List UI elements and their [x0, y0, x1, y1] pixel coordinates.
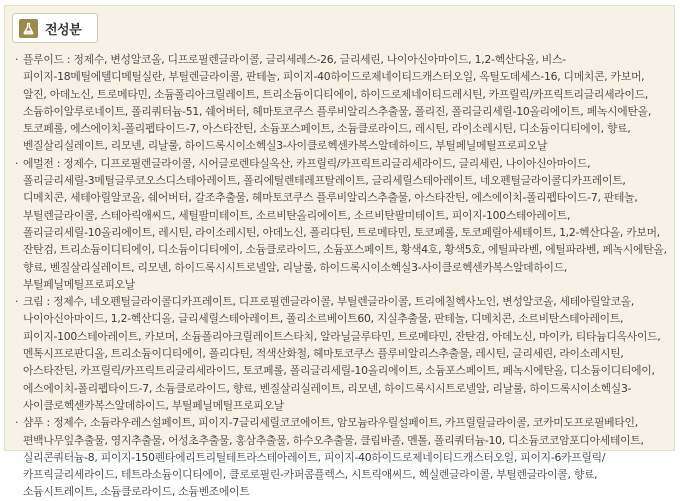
- product-name: 크림: [23, 295, 44, 309]
- product-name: 에멀전: [23, 156, 54, 170]
- ingredient-text: : 정제수, 디프로필렌글라이콜, 시어글로렌타실옥산, 카프릴릭/카프릭트리글리세라이드, 글리세린, 나이아신아마이드, 폴리글리세릴-3메틸글루코오스디스테아레이트, 폴리에틸렌테레프탈레이트, 글리세릴스테아레이트, 네오펜틸글라이콜디카프레이트, 디메치콘, 세테아릴알코올, 쉐어버터, 갈조추출물, 헤마토코쿠스 플루비알리스추출물, 아스타잔틴, 에스에이치-폴리펩타이드-7, 판테놀, 부틸렌글라이콜, 스테아릭애씨드, 세틸팔미테이트, 소르비탄올리에이트, 소르비탄팔미테이트, 피이지-100스테아레이트, 폴리글리세릴-10올리에이트, 레시틴, 라이소레시틴, 아데노신, 폴리다틴, 트로메타민, 토코페롤, 토코페릴아세테이트, 1,2-헥산다올, 카보머, 잔탄검, 트리소듐이디티에이, 디소듐이디티에이, 소듐클로라이드, 소듐포스페이트, 황색4호, 황색5호, 에틸파라벤, 에틸파라벤, 페녹시에탄올, 향료, 벤질살리실레이트, 리모넨, 하이드록시시트로넬알, 리날룰, 하이드록시이소헥실3-사이클로헥센카복스알데하이드, 부틸페닐메틸프로피오날: [23, 156, 667, 291]
- product-name: 플루이드: [23, 53, 64, 66]
- bullet: ·: [15, 156, 19, 170]
- ingredient-section-cream: [15, 293, 667, 414]
- section-title: 전성분: [45, 22, 82, 38]
- ingredients-card: [4, 5, 675, 499]
- product-name: 샴푸: [23, 416, 44, 430]
- ingredient-section-emulsion: [15, 155, 667, 293]
- ingredient-text: : 정제수, 소듐라우레스설페이트, 피이지-7글리세릴코코에이트, 암모늄라우릴설페이트, 카프릴릴글라이콜, 코카미도프로필베타인, 편백나무잎추출물, 영지추출물, 어성초추출물, 홍삼추출물, 하수오추출물, 클림바졸, 멘톨, 폴리쿼터늄-10, 디소듐코코암포디아세테이트, 실리콘쿼터늄-8, 피이지-150펜타에리트리틸테트라스테아레이트, 피이지-40하이드로제네이티드캐스터오일, 피이지-6카프릴릭/카프릭글리세라이드, 테트라소듐이디티에이, 클로로필린-카퍼콤플렉스, 시트릭애씨드, 헥실렌글라이콜, 부틸렌글라이콜, 향료, 소듐시트레이트, 소듐클로라이드, 소듐벤조에이트: [23, 416, 644, 499]
- ingredient-section-shampoo: [15, 414, 667, 500]
- section-header: [12, 13, 98, 43]
- flask-icon: [19, 19, 38, 38]
- ingredient-text: : 정제수, 네오펜틸글라이콜디카프레이트, 디프로필렌글라이콜, 부틸렌글라이콜, 트리에칠헥사노인, 변성알코올, 세테아릴알코올, 나이아신아마이드, 1,2-헥산디올, 글리세릴스테아레이트, 폴리소르베이트60, 지실추출물, 판테놀, 디메치콘, 소르비탄스테아레이트, 피이지-100스테아레이트, 카보머, 소듐폴리아크릴레이트스타치, 알라닐글루타민, 트로메타민, 잔탄검, 아데노신, 마이카, 티타늄디옥사이드, 멘톡시프로판디올, 트리소듐이디티에이, 폴리다틴, 적색산화철, 헤마토코쿠스 플루비알리스추출물, 레시틴, 글리세린, 라이소레시틴, 아스타잔틴, 카프릴릭/카프릭트리글리세라이드, 토코페롤, 폴리글리세릴-10올리에이트, 소듐포스페이트, 페녹시에탄올, 디소듐이디티에이, 에스에이치-폴리펩타이드-7, 소듐클로라이드, 향료, 벤질살리실레이트, 리모넨, 하이드록시시트로넬알, 리날룰, 하이드록시이소헥실3-사이클로헥센카복스알데하이드, 부틸페닐메틸프로피오날: [23, 295, 661, 412]
- bullet: ·: [15, 53, 19, 66]
- ingredient-list: [15, 51, 667, 501]
- bullet: ·: [15, 416, 19, 430]
- bullet: ·: [15, 295, 19, 309]
- ingredient-text: : 정제수, 변성알코올, 디프로필렌글라이콜, 글리세레스-26, 글리세린, 나이아신아마이드, 1,2-헥산다올, 비스-피이지-18메틸에텔디메틸실란, 부틸렌글라이콜, 판테놀, 피이지-40하이드로제네이티드캐스터오일, 옥틸도데세스-16, 디메치콘, 카보머, 알진, 아데노신, 트로메타민, 소듐폴리아크릴레이트, 트리소듐이디티에이, 하이드로제네이티드레시틴, 카프릴릭/카프릭트리글리세라이드, 소듐하이알루로네이트, 폴리쿼터늄-51, 쉐어버터, 헤마토코쿠스 플루비알리스추출물, 폴리진, 폴리글리세릴-10올리에이트, 페녹시에탄올, 토코페롤, 에스에이치-폴리펩타이드-7, 아스타잔틴, 소듐포스페이트, 소듐클로라이드, 레시틴, 라이소레시틴, 디소듐이디티에이, 향료, 벤질살리실레이트, 리모넨, 리날룰, 하이드록시이소헥실3-사이클로헥센카복스알데하이드, 부틸페닐메틸프로피오날: [23, 53, 652, 153]
- ingredient-section-fluid: [15, 51, 667, 155]
